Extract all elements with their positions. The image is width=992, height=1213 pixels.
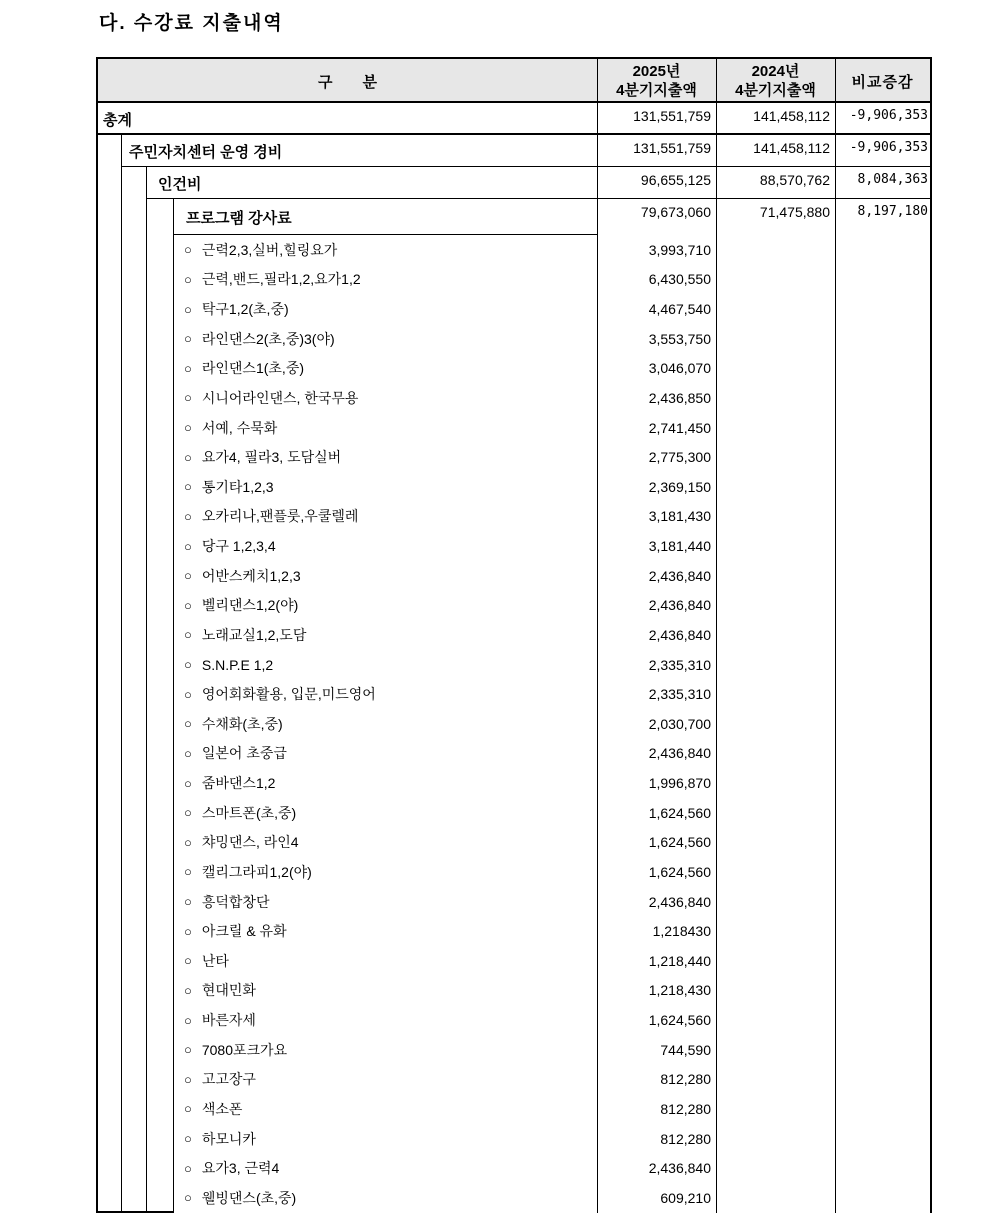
item-row bbox=[98, 561, 930, 591]
summary-row bbox=[98, 135, 930, 167]
column-divider bbox=[597, 59, 598, 1213]
item-amount-2025: 1,624,560 bbox=[648, 863, 711, 880]
circle-bullet-icon: ○ bbox=[184, 716, 192, 732]
header-2024-line2: 4분기지출액 bbox=[735, 82, 816, 99]
item-name-text: 캘리그라피1,2(야) bbox=[201, 863, 312, 880]
item-name-text: 노래교실1,2,도담 bbox=[201, 626, 307, 643]
item-name-text: 근력2,3,실버,힐링요가 bbox=[201, 241, 338, 258]
item-row bbox=[98, 1094, 930, 1124]
summary-amount-2024: 141,458,112 bbox=[753, 140, 830, 156]
circle-bullet-icon: ○ bbox=[184, 449, 192, 465]
indent-line-level2 bbox=[146, 166, 147, 1213]
item-name-text: 일본어 초중급 bbox=[201, 745, 287, 762]
summary-amount-2024: 141,458,112 bbox=[753, 108, 830, 124]
item-amount-2025: 3,181,430 bbox=[648, 508, 711, 525]
summary-diff: 8,197,180 bbox=[857, 204, 928, 219]
item-amount-2025: 2,741,450 bbox=[648, 419, 711, 436]
item-amount-2025: 2,436,840 bbox=[648, 745, 711, 762]
summary-diff: 8,084,363 bbox=[857, 172, 928, 187]
circle-bullet-icon: ○ bbox=[184, 953, 192, 969]
item-name-text: 색소폰 bbox=[201, 1100, 243, 1117]
column-divider bbox=[835, 59, 836, 1213]
item-name-text: 당구 1,2,3,4 bbox=[201, 538, 276, 555]
circle-bullet-icon: ○ bbox=[184, 1012, 192, 1028]
item-name-text: 라인댄스1(초,중) bbox=[201, 360, 305, 377]
item-row bbox=[98, 531, 930, 561]
item-amount-2025: 2,436,840 bbox=[648, 597, 711, 614]
circle-bullet-icon: ○ bbox=[184, 894, 192, 910]
summary-amount-2025: 131,551,759 bbox=[633, 140, 711, 156]
item-row bbox=[98, 413, 930, 443]
circle-bullet-icon: ○ bbox=[184, 982, 192, 998]
item-row bbox=[98, 1183, 930, 1213]
row-border bbox=[121, 166, 930, 167]
item-row bbox=[98, 828, 930, 858]
header-2025-line2: 4분기지출액 bbox=[616, 82, 697, 99]
item-amount-2025: 1,624,560 bbox=[648, 804, 711, 821]
item-amount-2025: 1,218,430 bbox=[648, 982, 711, 999]
item-amount-2025: 1,624,560 bbox=[648, 1012, 711, 1029]
item-name-text: 탁구1,2(초,중) bbox=[201, 301, 289, 318]
header-category: 구 분 bbox=[318, 73, 377, 91]
item-name-text: 요가3, 근력4 bbox=[201, 1160, 280, 1177]
item-name-text: 흥덕합창단 bbox=[201, 893, 270, 910]
summary-amount-2024: 88,570,762 bbox=[759, 172, 830, 188]
header-diff: 비교증감 bbox=[851, 73, 914, 91]
header-bottom-border bbox=[98, 101, 930, 103]
circle-bullet-icon: ○ bbox=[184, 331, 192, 347]
item-amount-2025: 2,436,840 bbox=[648, 567, 711, 584]
item-name-text: 근력,밴드,필라1,2,요가1,2 bbox=[201, 271, 361, 288]
item-row bbox=[98, 265, 930, 295]
item-row bbox=[98, 709, 930, 739]
circle-bullet-icon: ○ bbox=[184, 834, 192, 850]
item-amount-2025: 812,280 bbox=[660, 1071, 711, 1088]
circle-bullet-icon: ○ bbox=[184, 301, 192, 317]
circle-bullet-icon: ○ bbox=[184, 657, 192, 673]
circle-bullet-icon: ○ bbox=[184, 597, 192, 613]
summary-row bbox=[98, 199, 930, 235]
item-name-text: 벨리댄스1,2(야) bbox=[201, 597, 299, 614]
item-amount-2025: 812,280 bbox=[660, 1100, 711, 1117]
item-amount-2025: 3,553,750 bbox=[648, 330, 711, 347]
item-amount-2025: 744,590 bbox=[660, 1041, 711, 1058]
item-row bbox=[98, 1065, 930, 1095]
circle-bullet-icon: ○ bbox=[184, 360, 192, 376]
summary-rows bbox=[98, 103, 930, 235]
table-header-row bbox=[98, 59, 930, 103]
item-row bbox=[98, 1124, 930, 1154]
circle-bullet-icon: ○ bbox=[184, 242, 192, 258]
item-amount-2025: 1,996,870 bbox=[648, 775, 711, 792]
item-row bbox=[98, 976, 930, 1006]
item-row bbox=[98, 857, 930, 887]
circle-bullet-icon: ○ bbox=[184, 1190, 192, 1206]
item-name-text: 영어회화활용, 입문,미드영어 bbox=[201, 686, 376, 703]
circle-bullet-icon: ○ bbox=[184, 390, 192, 406]
item-row bbox=[98, 324, 930, 354]
item-amount-2025: 3,993,710 bbox=[648, 241, 711, 258]
circle-bullet-icon: ○ bbox=[184, 1101, 192, 1117]
circle-bullet-icon: ○ bbox=[184, 686, 192, 702]
item-name-text: 서예, 수묵화 bbox=[201, 419, 278, 436]
item-name-text: 현대민화 bbox=[201, 982, 256, 999]
circle-bullet-icon: ○ bbox=[184, 805, 192, 821]
item-row bbox=[98, 502, 930, 532]
item-row bbox=[98, 442, 930, 472]
item-rows bbox=[98, 235, 930, 1213]
item-name-text: S.N.P.E 1,2 bbox=[201, 656, 274, 673]
circle-bullet-icon: ○ bbox=[184, 923, 192, 939]
item-name-text: 7080포크가요 bbox=[201, 1041, 288, 1058]
header-2024-q4 bbox=[716, 59, 835, 103]
item-row bbox=[98, 591, 930, 621]
item-amount-2025: 1,218,440 bbox=[648, 952, 711, 969]
item-name-text: 수채화(초,중) bbox=[201, 715, 283, 732]
item-name-text: 아크릴 & 유화 bbox=[201, 923, 287, 940]
item-name-text: 요가4, 필라3, 도담실버 bbox=[201, 449, 342, 466]
summary-amount-2025: 131,551,759 bbox=[633, 108, 711, 124]
item-row bbox=[98, 472, 930, 502]
item-name-text: 어반스케치1,2,3 bbox=[201, 567, 301, 584]
item-amount-2025: 2,335,310 bbox=[648, 686, 711, 703]
item-amount-2025: 2,335,310 bbox=[648, 656, 711, 673]
item-name-text: 시니어라인댄스, 한국무용 bbox=[201, 389, 359, 406]
item-name-text: 바른자세 bbox=[201, 1012, 256, 1029]
item-amount-2025: 3,046,070 bbox=[648, 360, 711, 377]
item-amount-2025: 6,430,550 bbox=[648, 271, 711, 288]
item-amount-2025: 2,436,840 bbox=[648, 1160, 711, 1177]
item-name-text: 난타 bbox=[201, 952, 229, 969]
circle-bullet-icon: ○ bbox=[184, 538, 192, 554]
summary-label: 주민자치센터 운영 경비 bbox=[129, 143, 283, 161]
item-name-text: 고고장구 bbox=[201, 1071, 256, 1088]
item-name-text: 오카리나,팬플룻,우쿨렐레 bbox=[201, 508, 359, 525]
item-row bbox=[98, 1005, 930, 1035]
item-amount-2025: 609,210 bbox=[660, 1189, 711, 1206]
item-row bbox=[98, 946, 930, 976]
item-row bbox=[98, 650, 930, 680]
item-amount-2025: 2,775,300 bbox=[648, 449, 711, 466]
column-divider bbox=[716, 59, 717, 1213]
circle-bullet-icon: ○ bbox=[184, 745, 192, 761]
summary-diff: -9,906,353 bbox=[849, 140, 928, 155]
item-amount-2025: 3,181,440 bbox=[648, 538, 711, 555]
item-name-text: 라인댄스2(초,중)3(야) bbox=[201, 330, 335, 347]
item-row bbox=[98, 798, 930, 828]
item-row bbox=[98, 1153, 930, 1183]
item-amount-2025: 2,436,840 bbox=[648, 626, 711, 643]
circle-bullet-icon: ○ bbox=[184, 1160, 192, 1176]
summary-label: 프로그램 강사료 bbox=[186, 209, 292, 227]
summary-label: 인건비 bbox=[158, 175, 202, 193]
item-row bbox=[98, 294, 930, 324]
summary-row bbox=[98, 103, 930, 135]
item-amount-2025: 2,436,850 bbox=[648, 389, 711, 406]
expenditure-table bbox=[96, 57, 932, 1213]
circle-bullet-icon: ○ bbox=[184, 420, 192, 436]
circle-bullet-icon: ○ bbox=[184, 568, 192, 584]
item-row bbox=[98, 739, 930, 769]
item-amount-2025: 1,624,560 bbox=[648, 834, 711, 851]
item-row bbox=[98, 383, 930, 413]
circle-bullet-icon: ○ bbox=[184, 271, 192, 287]
indent-line-level3 bbox=[173, 198, 174, 1213]
item-row bbox=[98, 916, 930, 946]
header-2025-q4 bbox=[597, 59, 716, 103]
summary-amount-2025: 79,673,060 bbox=[640, 204, 711, 220]
item-row bbox=[98, 768, 930, 798]
summary-row bbox=[98, 167, 930, 199]
item-amount-2025: 4,467,540 bbox=[648, 301, 711, 318]
circle-bullet-icon: ○ bbox=[184, 479, 192, 495]
item-name-text: 스마트폰(초,중) bbox=[201, 804, 297, 821]
item-name-text: 챠밍댄스, 라인4 bbox=[201, 834, 299, 851]
item-name-text: 웰빙댄스(초,중) bbox=[201, 1189, 297, 1206]
item-amount-2025: 2,369,150 bbox=[648, 478, 711, 495]
item-row bbox=[98, 620, 930, 650]
item-row bbox=[98, 1035, 930, 1065]
total-row-border bbox=[98, 133, 930, 135]
header-2024-line1: 2024년 bbox=[751, 63, 800, 80]
circle-bullet-icon: ○ bbox=[184, 775, 192, 791]
item-amount-2025: 2,030,700 bbox=[648, 715, 711, 732]
indent-line-level1 bbox=[121, 133, 122, 1213]
item-row bbox=[98, 887, 930, 917]
page-title: 다. 수강료 지출내역 bbox=[99, 13, 284, 34]
summary-label: 총계 bbox=[103, 111, 132, 129]
item-name-text: 통기타1,2,3 bbox=[201, 478, 274, 495]
circle-bullet-icon: ○ bbox=[184, 1131, 192, 1147]
circle-bullet-icon: ○ bbox=[184, 627, 192, 643]
row-border bbox=[146, 198, 930, 199]
item-name-text: 하모니카 bbox=[201, 1130, 256, 1147]
row-border bbox=[173, 234, 597, 235]
circle-bullet-icon: ○ bbox=[184, 864, 192, 880]
circle-bullet-icon: ○ bbox=[184, 508, 192, 524]
summary-diff: -9,906,353 bbox=[849, 108, 928, 123]
item-row bbox=[98, 679, 930, 709]
item-row bbox=[98, 354, 930, 384]
circle-bullet-icon: ○ bbox=[184, 1042, 192, 1058]
item-name-text: 줌바댄스1,2 bbox=[201, 775, 276, 792]
item-amount-2025: 812,280 bbox=[660, 1130, 711, 1147]
header-2025-line1: 2025년 bbox=[632, 63, 681, 80]
summary-amount-2025: 96,655,125 bbox=[640, 172, 711, 188]
item-amount-2025: 1,218430 bbox=[652, 923, 711, 940]
item-amount-2025: 2,436,840 bbox=[648, 893, 711, 910]
circle-bullet-icon: ○ bbox=[184, 1071, 192, 1087]
item-row bbox=[98, 235, 930, 265]
summary-amount-2024: 71,475,880 bbox=[759, 204, 830, 220]
